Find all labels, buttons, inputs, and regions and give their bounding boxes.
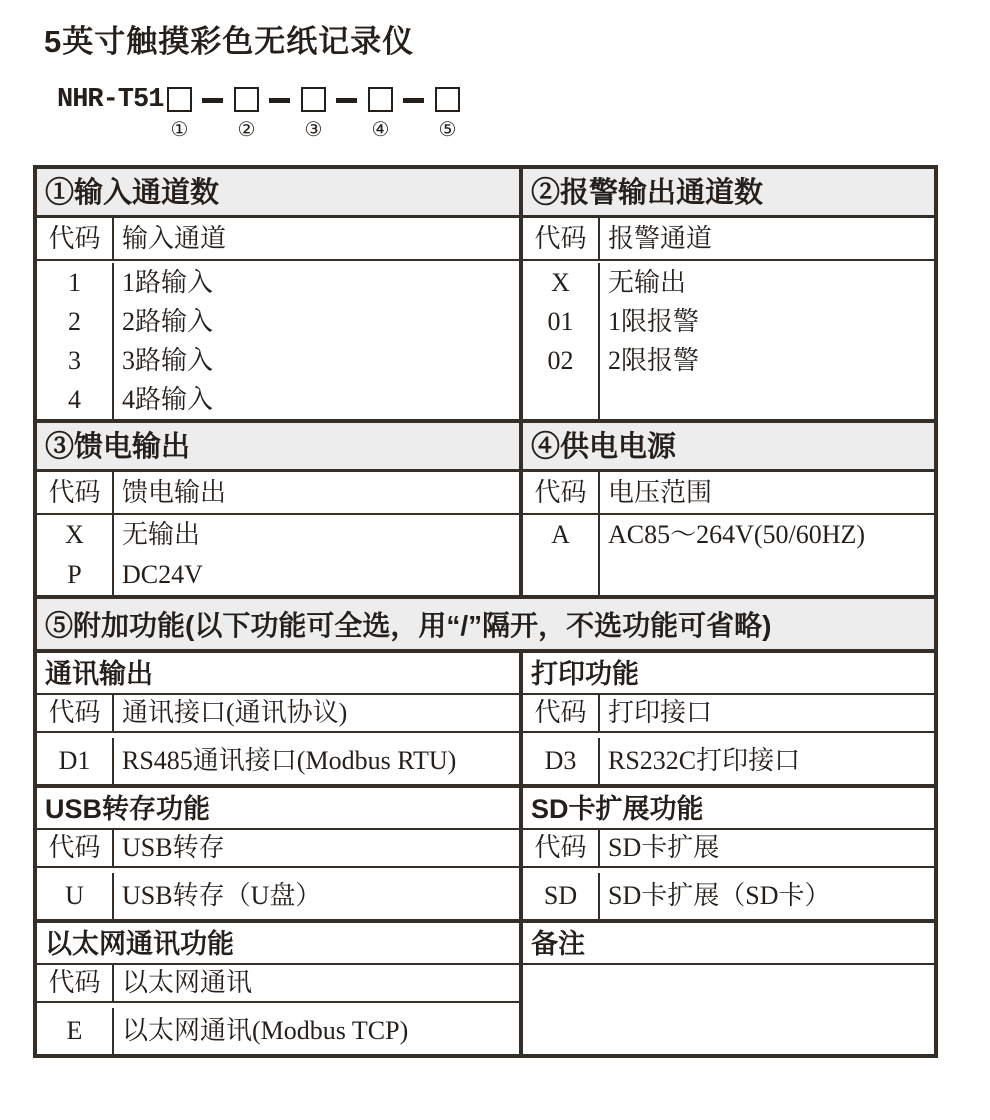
data-rows bbox=[523, 733, 934, 784]
code-value: X bbox=[551, 268, 570, 297]
data-rows bbox=[523, 868, 934, 919]
desc-value: USB转存（U盘） bbox=[122, 881, 322, 910]
ordering-code-table bbox=[33, 165, 938, 1058]
column-header-row bbox=[37, 472, 519, 515]
section-ethernet bbox=[37, 923, 523, 1054]
code-value: D3 bbox=[544, 746, 577, 775]
model-slot-5 bbox=[434, 87, 460, 141]
code-column-label: 代码 bbox=[523, 695, 600, 731]
section-header-addons: ⑤附加功能(以下功能可全选，用“/”隔开，不选功能可省略) bbox=[37, 595, 934, 649]
desc-value: 1限报警 bbox=[608, 307, 700, 336]
section-alarm bbox=[523, 169, 934, 419]
data-rows bbox=[523, 261, 934, 419]
section-header-power: ④供电电源 bbox=[523, 423, 934, 472]
dash-separator bbox=[259, 87, 300, 103]
desc-value: 无输出 bbox=[608, 268, 687, 297]
column-header-row bbox=[523, 218, 934, 261]
code-value: SD bbox=[543, 881, 578, 910]
column-header-row bbox=[37, 218, 519, 261]
section-print bbox=[523, 653, 934, 784]
code-column-label: 代码 bbox=[523, 472, 600, 513]
section-ethernet-remark bbox=[37, 919, 934, 1054]
dash-icon bbox=[403, 98, 424, 103]
subsection-header-remark: 备注 bbox=[523, 923, 934, 965]
code-values bbox=[37, 738, 114, 784]
model-slot-number-4: ④ bbox=[371, 119, 390, 141]
model-slot-number-5: ⑤ bbox=[438, 119, 457, 141]
section-sd bbox=[523, 788, 934, 919]
desc-value: 4路输入 bbox=[122, 385, 214, 414]
code-column-label: 代码 bbox=[37, 695, 114, 731]
dash-icon bbox=[202, 98, 223, 103]
model-slot-2 bbox=[233, 87, 259, 141]
desc-column-label: 输入通道 bbox=[122, 224, 227, 253]
code-column-label: 代码 bbox=[37, 965, 114, 1001]
model-slot-number-2: ② bbox=[237, 119, 256, 141]
section-input-alarm bbox=[37, 169, 934, 419]
desc-value: 3路输入 bbox=[122, 346, 214, 375]
model-slot-4 bbox=[367, 87, 393, 141]
column-header-row bbox=[523, 830, 934, 868]
column-header-row bbox=[523, 695, 934, 733]
dash-icon bbox=[336, 98, 357, 103]
model-slot-box-2 bbox=[234, 87, 259, 112]
code-value: X bbox=[65, 520, 84, 549]
code-values bbox=[37, 263, 114, 419]
desc-value: 无输出 bbox=[122, 520, 201, 549]
subsection-header-ethernet: 以太网通讯功能 bbox=[37, 923, 519, 965]
desc-column-label: 通讯接口(通讯协议) bbox=[122, 698, 348, 727]
section-comm-print bbox=[37, 649, 934, 784]
section-usb-sd bbox=[37, 784, 934, 919]
desc-values bbox=[600, 873, 934, 919]
desc-values bbox=[114, 263, 519, 419]
data-rows bbox=[37, 1003, 519, 1054]
code-value: E bbox=[66, 1016, 83, 1045]
section-comm bbox=[37, 653, 523, 784]
dash-icon bbox=[269, 98, 290, 103]
section-excitation bbox=[37, 423, 523, 595]
section-power bbox=[523, 423, 934, 595]
section-excitation-power bbox=[37, 419, 934, 595]
subsection-header-comm: 通讯输出 bbox=[37, 653, 519, 695]
model-slot-box-3 bbox=[301, 87, 326, 112]
code-value: D1 bbox=[58, 746, 91, 775]
code-value: U bbox=[65, 881, 84, 910]
desc-values bbox=[114, 873, 519, 919]
desc-value: 2限报警 bbox=[608, 346, 700, 375]
desc-values bbox=[600, 263, 934, 419]
desc-values bbox=[114, 738, 519, 784]
column-header-row bbox=[523, 472, 934, 515]
section-usb bbox=[37, 788, 523, 919]
column-header-row bbox=[37, 695, 519, 733]
code-value: 02 bbox=[547, 346, 574, 375]
desc-value: DC24V bbox=[122, 560, 203, 589]
desc-value: AC85～264V(50/60HZ) bbox=[608, 520, 866, 549]
data-rows bbox=[523, 515, 934, 595]
desc-column-label: USB转存 bbox=[122, 833, 225, 862]
desc-values bbox=[600, 515, 934, 595]
code-values bbox=[523, 263, 600, 419]
code-value: 4 bbox=[68, 385, 81, 414]
desc-column-label: 电压范围 bbox=[608, 478, 713, 507]
model-code-diagram bbox=[57, 87, 990, 141]
code-value: A bbox=[551, 520, 570, 549]
section-input bbox=[37, 169, 523, 419]
code-values bbox=[523, 738, 600, 784]
model-slot-1 bbox=[166, 87, 192, 141]
dash-separator bbox=[192, 87, 233, 103]
code-values bbox=[523, 873, 600, 919]
code-column-label: 代码 bbox=[37, 218, 114, 259]
code-values bbox=[523, 515, 600, 595]
remark-empty-cell bbox=[523, 965, 934, 1054]
desc-column-label: 馈电输出 bbox=[122, 478, 227, 507]
data-rows bbox=[37, 515, 519, 595]
dash-separator bbox=[326, 87, 367, 103]
desc-value: RS485通讯接口(Modbus RTU) bbox=[122, 746, 457, 775]
desc-value: RS232C打印接口 bbox=[608, 746, 801, 775]
desc-value: 2路输入 bbox=[122, 307, 214, 336]
section-header-excitation: ③馈电输出 bbox=[37, 423, 519, 472]
page-title: 5英寸触摸彩色无纸记录仪 bbox=[44, 24, 415, 59]
section-header-input: ①输入通道数 bbox=[37, 169, 519, 218]
code-value: 2 bbox=[68, 307, 81, 336]
section-header-alarm: ②报警输出通道数 bbox=[523, 169, 934, 218]
section-remark bbox=[523, 923, 934, 1054]
desc-column-label: 打印接口 bbox=[608, 698, 713, 727]
subsection-header-sd: SD卡扩展功能 bbox=[523, 788, 934, 830]
code-values bbox=[37, 873, 114, 919]
desc-values bbox=[600, 738, 934, 784]
data-rows bbox=[37, 733, 519, 784]
model-slot-number-3: ③ bbox=[304, 119, 323, 141]
subsection-header-print: 打印功能 bbox=[523, 653, 934, 695]
code-values bbox=[37, 515, 114, 595]
data-rows bbox=[37, 261, 519, 419]
desc-value: 1路输入 bbox=[122, 268, 214, 297]
subsection-header-usb: USB转存功能 bbox=[37, 788, 519, 830]
code-column-label: 代码 bbox=[523, 218, 600, 259]
data-rows bbox=[37, 868, 519, 919]
code-column-label: 代码 bbox=[37, 472, 114, 513]
dash-separator bbox=[393, 87, 434, 103]
code-value: P bbox=[67, 560, 82, 589]
code-value: 01 bbox=[547, 307, 574, 336]
desc-values bbox=[114, 515, 519, 595]
desc-column-label: 报警通道 bbox=[608, 224, 713, 253]
column-header-row bbox=[37, 830, 519, 868]
code-value: 1 bbox=[68, 268, 81, 297]
desc-value: SD卡扩展（SD卡） bbox=[608, 881, 831, 910]
model-slot-box-4 bbox=[368, 87, 393, 112]
model-slot-3 bbox=[300, 87, 326, 141]
desc-column-label: SD卡扩展 bbox=[608, 833, 720, 862]
code-column-label: 代码 bbox=[523, 830, 600, 866]
desc-values bbox=[114, 1008, 519, 1054]
model-prefix: NHR-T51 bbox=[57, 85, 164, 115]
model-slot-number-1: ① bbox=[170, 119, 189, 141]
code-values bbox=[37, 1008, 114, 1054]
model-slot-box-1 bbox=[167, 87, 192, 112]
column-header-row bbox=[37, 965, 519, 1003]
desc-value: 以太网通讯(Modbus TCP) bbox=[122, 1016, 409, 1045]
desc-column-label: 以太网通讯 bbox=[122, 968, 253, 997]
code-value: 3 bbox=[68, 346, 81, 375]
model-slot-box-5 bbox=[435, 87, 460, 112]
code-column-label: 代码 bbox=[37, 830, 114, 866]
